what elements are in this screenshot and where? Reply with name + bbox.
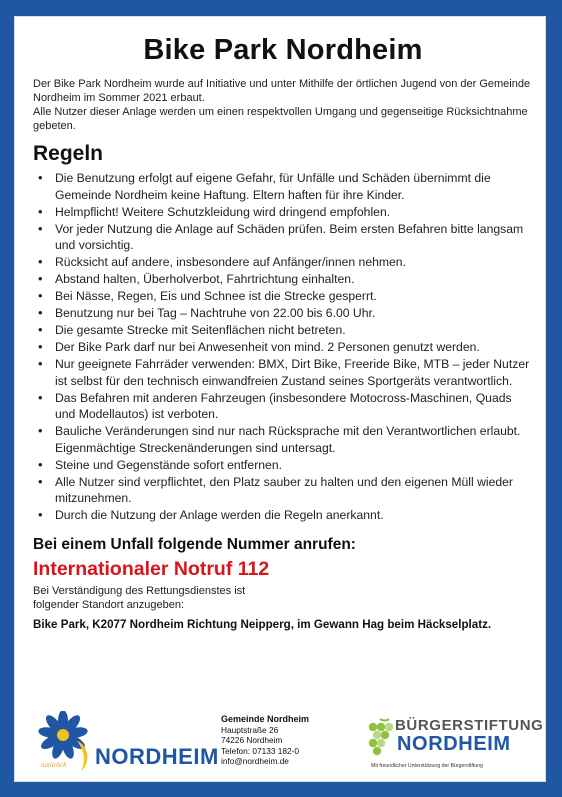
rule-item: • Rücksicht auf andere, insbesondere auf Anfänger/innen nehmen. — [53, 254, 533, 271]
contact-phone: Telefon: 07133 182-0 — [221, 745, 299, 756]
buergerstiftung-logo-bottom: NORDHEIM — [397, 733, 511, 755]
rule-item: • Die gesamte Strecke mit Seitenflächen nicht betreten. — [53, 322, 533, 339]
rule-item: • Das Befahren mit anderen Fahrzeugen (insbesondere Motocross-Maschinen, Quads und Modellautos) ist verboten. — [53, 390, 533, 423]
rule-item: • Abstand halten, Überholverbot, Fahrtrichtung einhalten. — [53, 271, 533, 288]
rule-item: • Vor jeder Nutzung die Anlage auf Schäden prüfen. Beim ersten Befahren bitte langsam und vorsichtig. — [53, 221, 533, 254]
rule-item: • Bauliche Veränderungen sind nur nach Rücksprache mit den Verantwortlichen erlaubt. Eigenmächtige Streckenänderungen sind untersagt. — [53, 423, 533, 456]
intro-paragraph: Der Bike Park Nordheim wurde auf Initiative und unter Mithilfe der örtlichen Jugend von der Gemeinde Nordheim im Sommer 2021 erbaut. — [33, 78, 531, 104]
accident-call-heading: Bei einem Unfall folgende Nummer anrufen: — [33, 535, 356, 553]
sponsor-note: Mit freundlicher Unterstützung der Bürgerstiftung — [371, 763, 483, 769]
contact-street: Hauptstraße 26 — [221, 724, 279, 735]
poster-content — [33, 31, 533, 632]
contact-organization: Gemeinde Nordheim — [221, 714, 310, 724]
rule-item: • Nur geeignete Fahrräder verwenden: BMX, Dirt Bike, Freeride Bike, MTB – jeder Nutzer ist selbst für den technisch einwandfreien Zustand seines Sportgeräts verantwortlich. — [53, 356, 533, 389]
nordheim-logo — [37, 711, 219, 775]
grapes-logo-icon — [365, 717, 395, 761]
nordheim-logo-tagline: natürlich — [41, 761, 67, 769]
poster-sheet — [14, 16, 546, 782]
rules-heading: Regeln — [33, 142, 104, 165]
intro-paragraph: Alle Nutzer dieser Anlage werden um einen respektvollen Umgang und gegenseitige Rücksichtnahme gebeten. — [33, 106, 528, 132]
emergency-number: Internationaler Notruf 112 — [33, 557, 270, 580]
contact-email: info@nordheim.de — [221, 756, 289, 767]
rule-item: • Bei Nässe, Regen, Eis und Schnee ist die Strecke gesperrt. — [53, 288, 533, 305]
location-description: Bike Park, K2077 Nordheim Richtung Neipperg, im Gewann Hag beim Häckselplatz. — [33, 617, 492, 631]
rule-item: • Steine und Gegenstände sofort entfernen. — [53, 457, 533, 474]
rule-item: • Der Bike Park darf nur bei Anwesenheit von mind. 2 Personen genutzt werden. — [53, 339, 533, 356]
rescue-note — [33, 584, 533, 612]
rule-item: • Durch die Nutzung der Anlage werden die Regeln anerkannt. — [53, 507, 533, 524]
contact-city: 74226 Nordheim — [221, 735, 283, 746]
rule-item: • Benutzung nur bei Tag – Nachtruhe von 22.00 bis 6.00 Uhr. — [53, 305, 533, 322]
buergerstiftung-logo-top: BÜRGERSTIFTUNG — [395, 717, 544, 734]
rule-item: • Helmpflicht! Weitere Schutzkleidung wird dringend empfohlen. — [53, 204, 533, 221]
rescue-note-line: Bei Verständigung des Rettungsdienstes ist — [33, 584, 246, 597]
nordheim-logo-text: NORDHEIM — [95, 744, 219, 769]
contact-block — [221, 714, 309, 767]
buergerstiftung-logo — [365, 711, 544, 775]
rule-item: • Die Benutzung erfolgt auf eigene Gefahr, für Unfälle und Schäden übernimmt die Gemeinde Nordheim keine Haftung. Eltern haften für ihre Kinder. — [53, 170, 533, 203]
poster-footer — [15, 705, 547, 783]
poster-title: Bike Park Nordheim — [143, 34, 423, 66]
intro-text — [33, 77, 533, 133]
rescue-note-line: folgender Standort anzugeben: — [33, 598, 185, 611]
rules-list — [33, 170, 533, 524]
rule-item: • Alle Nutzer sind verpflichtet, den Platz sauber zu halten und den eigenen Müll wieder mitzunehmen. — [53, 474, 533, 507]
